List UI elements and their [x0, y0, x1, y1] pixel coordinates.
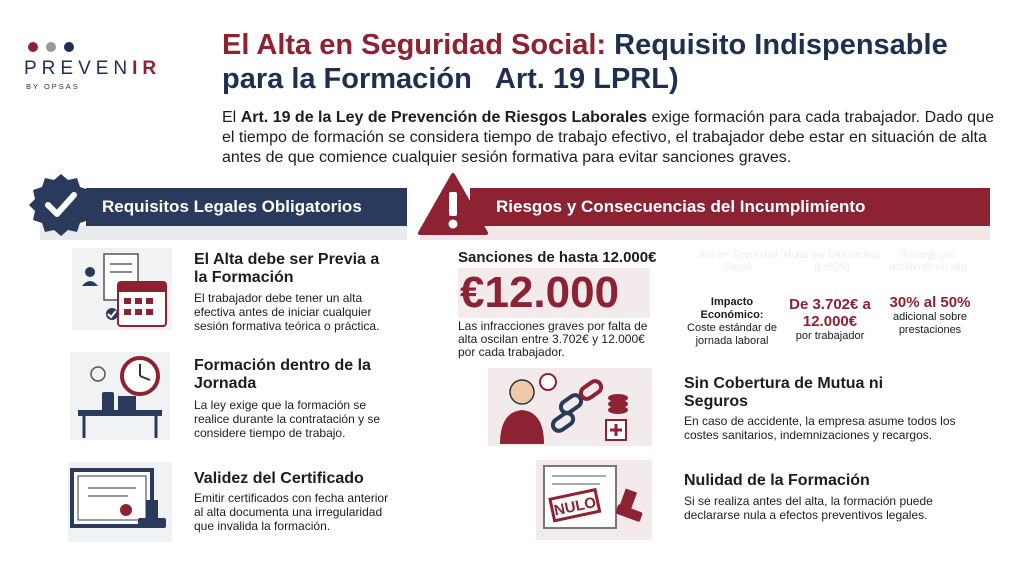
broken-chain-worker-icon: [488, 368, 652, 446]
page-title: [222, 28, 1012, 96]
calendar-document-icon: [72, 248, 172, 330]
col-head-multa: Multa por falta de Alta (LISOS): [783, 250, 881, 273]
intro-post: exige formación para cada trabajador. Dado que el tiempo de formación se considera tiempo de trabajo efectivo, el trabajador debe estar en situación de alta antes de que comience cualquier sesión formativa para evitar sanciones graves.: [222, 109, 994, 166]
logo-wordmark: [24, 58, 199, 80]
right-section-header: [470, 188, 990, 226]
logo-dot-navy: [64, 42, 74, 52]
item-title-formacion-jornada: Formación dentro de la Jornada: [194, 357, 371, 392]
item-text-sin-cobertura: En caso de accidente, la empresa asume todos los costes sanitarios, indemnizaciones y recargos.: [684, 414, 956, 442]
item-title-validez-certificado: Validez del Certificado: [194, 470, 364, 487]
item-title-alta-previa: El Alta debe ser Previa a la Formación: [194, 251, 380, 286]
fine-amount: €12.000: [458, 268, 650, 318]
right-band-shadow: [420, 226, 990, 240]
col-body-recargo: [880, 294, 980, 337]
col-recargo-sub: adicional sobre prestaciones: [893, 311, 967, 336]
fine-heading: Sanciones de hasta 12.000€: [458, 249, 657, 266]
intro-bold: Art. 19 de la Ley de Prevención de Riesgos Laborales: [240, 109, 648, 126]
col-alta-sub: Coste estándar de jornada laboral: [687, 322, 777, 347]
col-multa-sub: por trabajador: [795, 330, 865, 342]
nulo-stamp-text: NULO: [552, 493, 598, 520]
item-text-alta-previa: El trabajador debe tener un alta efectiva antes de iniciar cualquier sesión formativa teórica o práctica.: [194, 291, 380, 333]
logo-dot-gray: [46, 42, 56, 52]
nulo-stamp-icon: [536, 460, 652, 540]
item-text-validez-certificado: Emitir certificados con fecha anterior al alta documenta una irregularidad que invalida la formación.: [194, 491, 389, 533]
col-recargo-value: 30% al 50%: [889, 294, 971, 311]
warning-icon: [418, 172, 488, 236]
item-title-nulidad: Nulidad de la Formación: [684, 472, 870, 489]
item-text-nulidad: Si se realiza antes del alta, la formación puede declararse nula a efectos preventivos legales.: [684, 494, 933, 522]
checkmark-badge-icon: [28, 172, 94, 238]
fine-text: Las infracciones graves por falta de alta oscilan entre 3.702€ y 12.000€ por cada trabajador.: [458, 319, 648, 359]
item-title-sin-cobertura: Sin Cobertura de Mutua ni Seguros: [684, 375, 884, 410]
certificate-stamp-icon: [68, 462, 172, 542]
col-multa-value: De 3.702€ a 12.000€: [789, 296, 871, 330]
logo-brand-accent: IR: [132, 58, 162, 79]
col-head-recargo: Recargo por accidente sin alta: [889, 250, 967, 273]
logo-dots: [28, 42, 199, 52]
item-text-formacion-jornada: La ley exige que la formación se realice durante la contratación y se considere tiempo de trabajo.: [194, 398, 381, 440]
logo-dot-red: [28, 42, 38, 52]
logo-tagline: BY OPSAS: [26, 82, 80, 91]
left-section-header: [86, 188, 407, 226]
col-alta-label: Impacto Económico:: [700, 296, 764, 321]
col-body-alta: [682, 296, 782, 348]
col-body-multa: [780, 296, 880, 343]
title-part-1: El Alta en Seguridad Social:: [222, 29, 607, 61]
left-band-shadow: [40, 226, 407, 240]
intro-paragraph: [222, 108, 1002, 168]
col-head-alta: Alta en Seguridad Social: [698, 250, 778, 273]
clock-desk-icon: [70, 352, 170, 440]
prevenir-logo: [24, 42, 199, 97]
intro-pre: El: [222, 109, 237, 126]
logo-brand-plain: PREVEN: [24, 58, 133, 79]
title-part-3: Art. 19 LPRL): [494, 63, 679, 95]
right-section-heading: Riesgos y Consecuencias del Incumplimiento: [496, 197, 866, 216]
left-section-heading: Requisitos Legales Obligatorios: [102, 197, 362, 216]
title-part-2: Requisito Indispensable para la Formación: [222, 29, 948, 95]
